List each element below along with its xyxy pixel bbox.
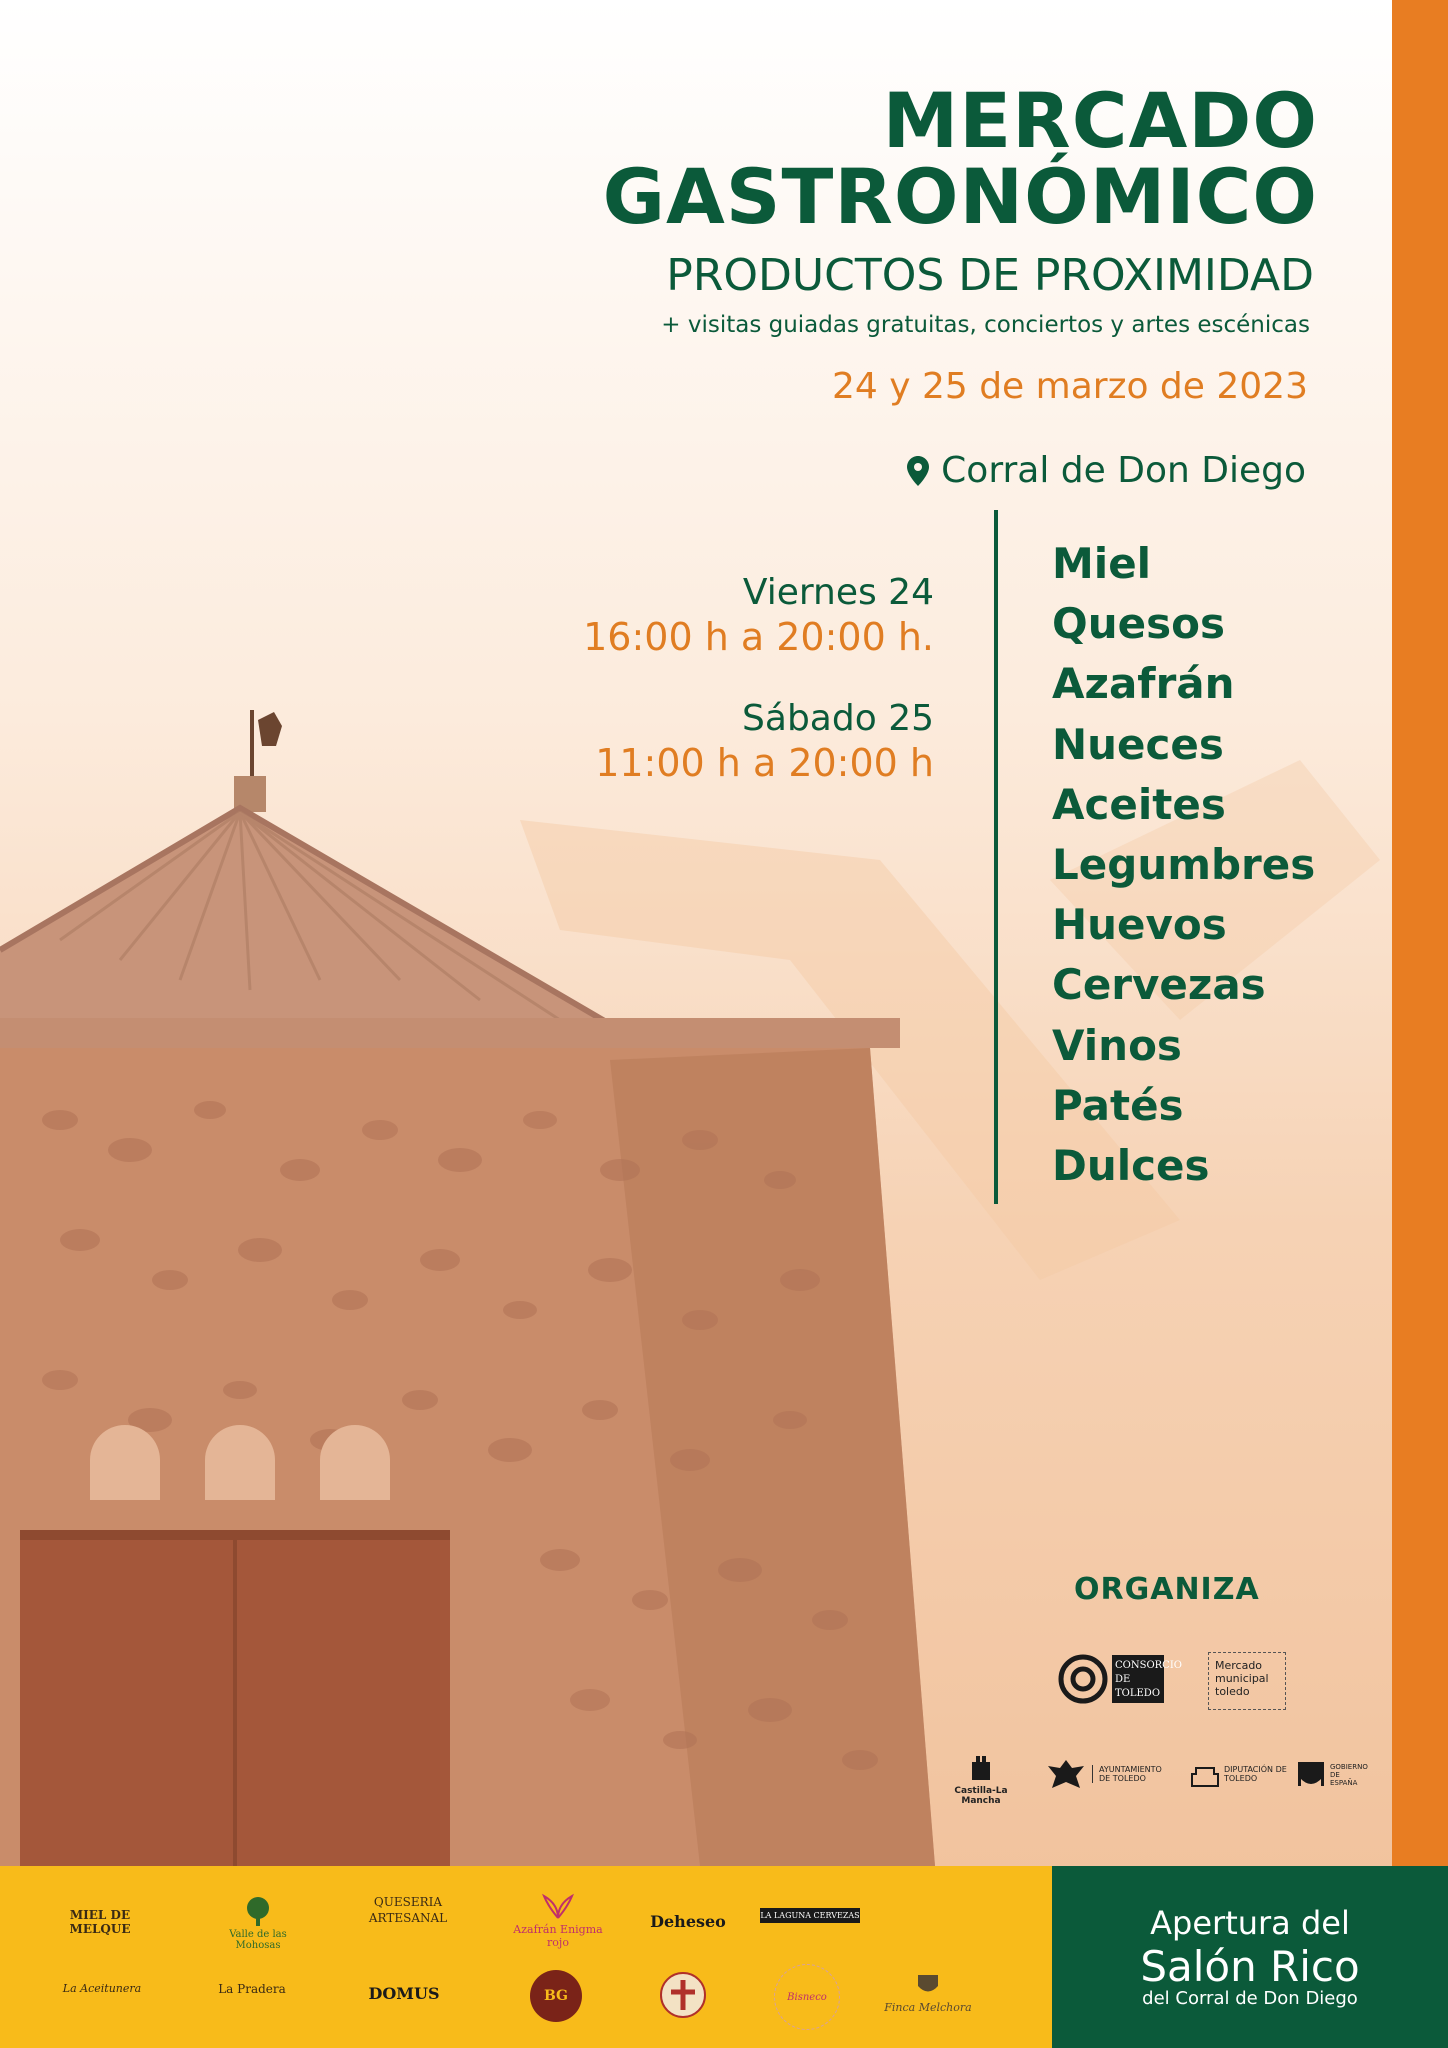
vertical-divider	[994, 510, 998, 1204]
sponsor-logo: La Aceitunera	[62, 1982, 142, 1995]
schedule-hours: 16:00 h a 20:00 h.	[583, 615, 934, 659]
mercado-municipal-logo	[1208, 1652, 1286, 1710]
sponsor-logo: Bisneco	[774, 1964, 840, 2030]
ayuntamiento-text: AYUNTAMIENTO DE TOLEDO	[1092, 1765, 1162, 1783]
product-item: Quesos	[1052, 599, 1225, 649]
mercado-municipal-text: Mercado municipal toledo	[1215, 1659, 1269, 1698]
title-line-1: MERCADO	[882, 76, 1318, 165]
product-item: Dulces	[1052, 1140, 1210, 1190]
sponsor-logo: QUESERIA ARTESANAL	[368, 1895, 448, 1925]
product-item: Azafrán	[1052, 659, 1235, 709]
castle-icon	[970, 1752, 992, 1782]
sponsor-logo: BG	[530, 1970, 582, 2022]
side-accent-bar	[1392, 0, 1448, 1866]
sponsor-logo	[510, 1892, 606, 1949]
diputacion-text: DIPUTACIÓN DE TOLEDO	[1224, 1765, 1287, 1783]
sponsor-name: Azafrán Enigma rojo	[513, 1923, 603, 1949]
sponsor-logo: MIEL DE MELQUE	[69, 1908, 131, 1936]
schedule-friday	[583, 572, 934, 659]
banner-line-1: Apertura del	[1150, 1904, 1350, 1942]
product-item: Vinos	[1052, 1020, 1182, 1070]
product-item: Aceites	[1052, 779, 1226, 829]
gobierno-text: GOBIERNO DE ESPAÑA	[1330, 1763, 1368, 1787]
product-item: Nueces	[1052, 719, 1224, 769]
salon-rico-banner	[1052, 1866, 1448, 2048]
extras-text: + visitas guiadas gratuitas, conciertos y artes escénicas	[661, 312, 1310, 338]
cross-seal-icon	[658, 1970, 708, 2020]
sponsor-logo	[210, 1896, 306, 1951]
tree-icon	[238, 1896, 278, 1926]
schedule-saturday	[595, 698, 934, 785]
schedule-hours: 11:00 h a 20:00 h	[595, 741, 934, 785]
diputacion-logo	[1190, 1758, 1288, 1790]
saffron-flower-icon	[540, 1892, 576, 1920]
sponsor-name: Valle de las Mohosas	[229, 1929, 287, 1951]
event-dates: 24 y 25 de marzo de 2023	[831, 366, 1308, 407]
consorcio-logo	[1058, 1654, 1182, 1704]
schedule-day: Viernes 24	[742, 572, 934, 613]
venue-name: Corral de Don Diego	[941, 450, 1306, 491]
consorcio-text: CONSORCIO DE TOLEDO	[1112, 1655, 1164, 1703]
sponsor-logo: LA LAGUNA CERVEZAS	[760, 1908, 860, 1923]
subtitle: PRODUCTOS DE PROXIMIDAD	[666, 250, 1314, 301]
product-list	[1052, 534, 1315, 1196]
coat-of-arms-icon	[1296, 1758, 1326, 1792]
knot-icon	[1058, 1654, 1108, 1704]
sponsor-logo: DOMUS	[368, 1984, 440, 2003]
ayuntamiento-logo	[1046, 1758, 1162, 1790]
sponsor-logo	[880, 1972, 976, 2014]
product-item: Cervezas	[1052, 960, 1266, 1010]
banner-line-3: del Corral de Don Diego	[1142, 1988, 1358, 2009]
schedule-day: Sábado 25	[742, 698, 934, 739]
organiza-label: ORGANIZA	[1074, 1572, 1260, 1607]
product-item: Huevos	[1052, 900, 1227, 950]
map-pin-icon	[907, 456, 929, 486]
sponsors-footer	[0, 1866, 1052, 2048]
eagle-icon	[1046, 1758, 1086, 1790]
sponsor-logo: Deheseo	[650, 1912, 726, 1931]
title-line-2: GASTRONÓMICO	[602, 152, 1318, 241]
sponsor-logo: La Pradera	[218, 1982, 286, 1996]
gobierno-logo	[1296, 1758, 1368, 1792]
product-item: Patés	[1052, 1080, 1184, 1130]
product-item: Legumbres	[1052, 839, 1316, 889]
clm-text: Castilla-La Mancha	[954, 1786, 1008, 1806]
shield-icon	[915, 1972, 941, 1998]
banner-line-2: Salón Rico	[1140, 1942, 1360, 1991]
sponsor-name: Finca Melchora	[884, 2001, 972, 2014]
alcazar-icon	[1190, 1758, 1220, 1790]
product-item: Miel	[1052, 539, 1152, 588]
clm-logo	[944, 1752, 1018, 1806]
venue	[907, 450, 1306, 491]
building-photo	[0, 700, 920, 1866]
